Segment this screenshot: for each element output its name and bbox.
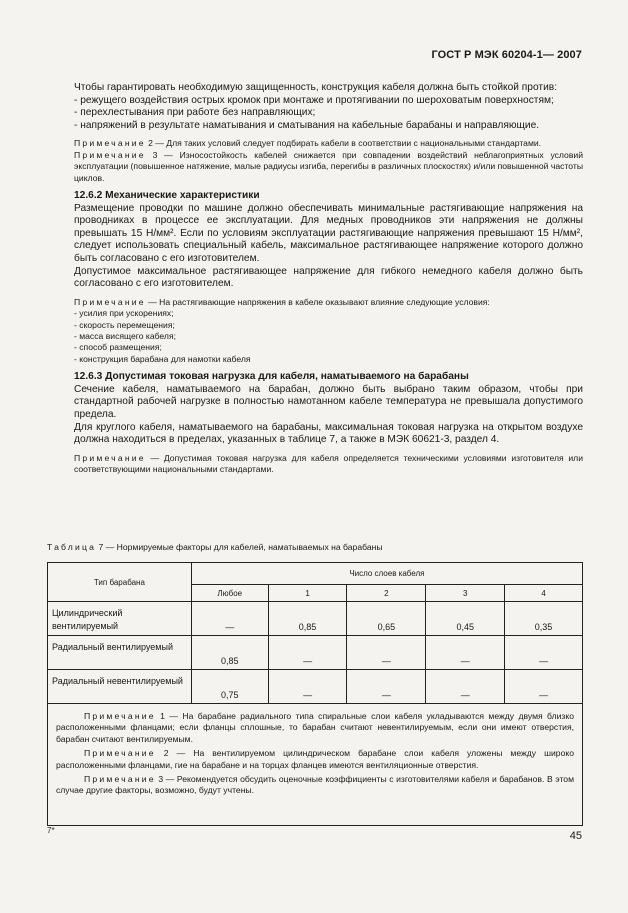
value-cell: 0,75 [191,670,268,704]
value-cell: 0,45 [426,602,505,636]
value-cell: — [347,670,426,704]
note-12-6-2: Примечание — На растягивающие напряжения в кабеле оказывают влияние следующие условия: [74,296,490,307]
list-item: - режущего воздействия острых кромок при монтаже и протягивании по шероховатым поверхностям; [74,94,554,106]
layer-header: 3 [426,585,505,602]
drum-type-cell: Радиальный невентилируемый [48,670,192,704]
value-cell: 0,35 [505,602,583,636]
table-note-1: Примечание 1 — На барабане радиального типа спиральные слои кабеля укладываются между двумя близко расположенными фланцами; если фланцы сплошные, то барабан считают невентилируемым, если они имеют отверстия, барабан считают вентилируемым. [56,711,574,744]
list-item: - конструкция барабана для намотки кабеля [74,353,251,364]
value-cell: — [347,636,426,670]
value-cell: 0,65 [347,602,426,636]
table-row [48,636,583,670]
list-item: - усилия при ускорениях; [74,308,174,319]
drum-type-cell: Радиальный вентилируемый [48,636,192,670]
page-number: 45 [569,830,582,842]
paragraph: Размещение проводки по машине должно обеспечивать минимальные растягивающие напряжения на проводниках в процессе ее эксплуатации. Для медных проводников эти напряжения не должны превышать 15 Н/мм². Если по условиям эксплуатации растягивающие напряжения превышают 15 Н/мм², следует использовать специальный кабель, максимальное растягивающее напряжение которого должно быть согласовано с его изготовителем. [74,202,583,264]
section-heading-12-6-2: 12.6.2 Механические характеристики [74,190,260,201]
note-3: Примечание 3 — Износостойкость кабелей снижается при совпадении воздействий неблагоприятных условий эксплуатации (повышенное натяжение, малые радиусы изгиба, перегибы в различных плоскостях) и/или повышенной частоты циклов. [74,149,583,183]
value-cell: — [191,602,268,636]
paragraph: Допустимое максимальное растягивающее напряжение для гибкого немедного кабеля должно быть согласовано с его изготовителем. [74,265,583,290]
table-row [48,670,583,704]
drum-type-cell: Цилиндрический вентилируемый [48,602,192,636]
note-12-6-3: Примечание — Допустимая токовая нагрузка для кабеля определяется техническими условиями изготовителя или соответствующими национальными стандартами. [74,452,583,475]
intro-paragraph: Чтобы гарантировать необходимую защищенность, конструкция кабеля должна быть стойкой против: [74,82,558,93]
value-cell: — [505,670,583,704]
document-code: ГОСТ Р МЭК 60204-1— 2007 [431,49,582,61]
note-2: Примечание 2 — Для таких условий следует подбирать кабели в соответствии с национальными стандартами. [74,138,542,149]
list-item: - масса висящего кабеля; [74,330,176,341]
header-layer-count: Число слоев кабеля [191,563,582,585]
list-item: - скорость перемещения; [74,319,175,330]
list-item: - напряжений в результате наматывания и сматывания на кабельные барабаны и направляющие. [74,119,540,131]
layer-header: 2 [347,585,426,602]
signature-mark: 7* [47,826,55,835]
layer-header: Любое [191,585,268,602]
section-heading-12-6-3: 12.6.3 Допустимая токовая нагрузка для кабеля, наматываемого на барабаны [74,371,469,383]
value-cell: — [268,636,347,670]
table-note-2: Примечание 2 — На вентилируемом цилиндрическом барабане слои кабеля уложены между широко расположенными фланцами, гие на барабане и на торцах фланцев имеются вентиляционные отверстия. [56,748,574,770]
main-text [74,82,583,476]
table-notes [56,711,574,797]
layer-header: 1 [268,585,347,602]
paragraph: Для круглого кабеля, наматываемого на барабаны, максимальная токовая нагрузка на открытом воздухе должна находиться в пределах, указанных в таблице 7, а также в МЭК 60621-3, раздел 4. [74,421,583,446]
paragraph: Сечение кабеля, наматываемого на барабан, должно быть выбрано таким образом, чтобы при стандартной рабочей нагрузке в полностью намотанном кабеле температура не превышала допустимого предела. [74,383,583,420]
table-caption: Таблица 7 — Нормируемые факторы для кабелей, наматываемых на барабаны [47,542,383,552]
list-item: - способ размещения; [74,342,162,353]
value-cell: — [505,636,583,670]
value-cell: 0,85 [268,602,347,636]
value-cell: — [426,670,505,704]
list-item: - перехлестывания при работе без направляющих; [74,107,316,119]
header-drum-type: Тип барабана [48,563,192,602]
table-note-3: Примечание 3 — Рекомендуется обсудить оценочные коэффициенты с изготовителями кабеля и барабанов. В этом случае другие факторы, возможно, будут учтены. [56,774,574,796]
table-row [48,602,583,636]
value-cell: — [268,670,347,704]
value-cell: — [426,636,505,670]
value-cell: 0,85 [191,636,268,670]
layer-header: 4 [505,585,583,602]
